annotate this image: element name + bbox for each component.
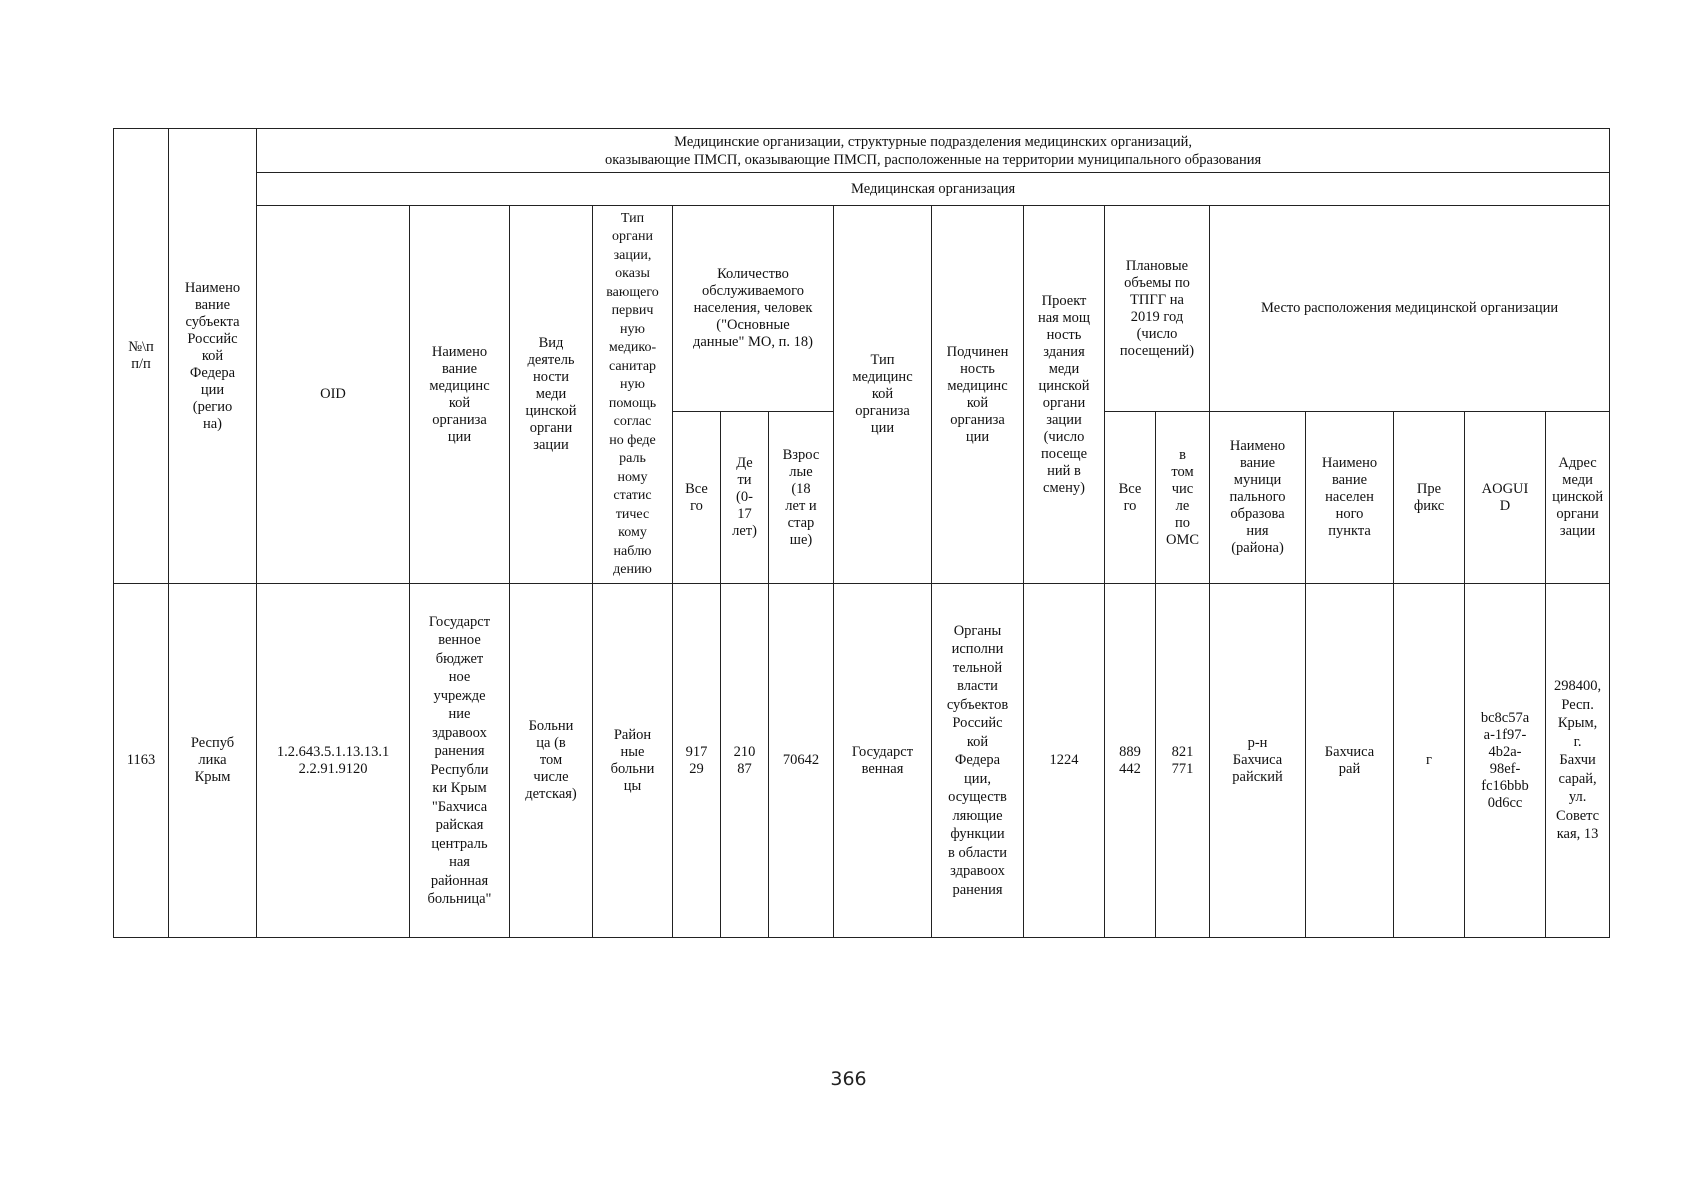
header-aoguid: AOGUI D [1465, 412, 1546, 584]
cell-planned-total: 889 442 [1105, 584, 1156, 938]
header-address: Адрес меди цинской органи зации [1546, 412, 1610, 584]
cell-org-name: Государст венное бюджет ное учрежде ние здравоох ранения Республи ки Крым "Бахчиса райская централь ная районная больница" [410, 584, 510, 938]
header-pop-total: Все го [673, 412, 721, 584]
registry-table [113, 128, 1610, 938]
header-activity: Вид деятель ности меди цинской органи зации [510, 206, 593, 584]
header-population: Количество обслуживаемого населения, человек ("Основные данные" МО, п. 18) [673, 206, 834, 412]
cell-address: 298400, Респ. Крым, г. Бахчи сарай, ул. Советс кая, 13 [1546, 584, 1610, 938]
header-planned: Плановые объемы по ТПГГ на 2019 год (число посещений) [1105, 206, 1210, 412]
header-capacity: Проект ная мощ ность здания меди цинской органи зации (число посеще ний в смену) [1024, 206, 1105, 584]
cell-pop-adults: 70642 [769, 584, 834, 938]
cell-settlement: Бахчиса рай [1306, 584, 1394, 938]
cell-org-type-pmsp: Район ные больни цы [593, 584, 673, 938]
cell-aoguid: bc8c57a a-1f97- 4b2a- 98ef- fc16bbb 0d6cc [1465, 584, 1546, 938]
cell-capacity: 1224 [1024, 584, 1105, 938]
cell-oid: 1.2.643.5.1.13.13.1 2.2.91.9120 [257, 584, 410, 938]
cell-med-org-type: Государст венная [834, 584, 932, 938]
header-org-name: Наимено вание медицинс кой организа ции [410, 206, 510, 584]
header-med-org-type: Тип медицинс кой организа ции [834, 206, 932, 584]
cell-municipality: р-н Бахчиса райский [1210, 584, 1306, 938]
header-settlement: Наимено вание населен ного пункта [1306, 412, 1394, 584]
header-planned-oms: в том чис ле по ОМС [1156, 412, 1210, 584]
cell-activity: Больни ца (в том числе детская) [510, 584, 593, 938]
cell-pop-children: 210 87 [721, 584, 769, 938]
cell-planned-oms: 821 771 [1156, 584, 1210, 938]
cell-subject: Респуб лика Крым [169, 584, 257, 938]
header-subordination: Подчинен ность медицинс кой организа ции [932, 206, 1024, 584]
header-planned-total: Все го [1105, 412, 1156, 584]
table-row [114, 584, 1610, 938]
header-org-group: Медицинская организация [257, 173, 1610, 206]
header-subject: Наимено вание субъекта Российс кой Федера ции (регио на) [169, 129, 257, 584]
page-number: 366 [830, 1068, 867, 1090]
cell-num: 1163 [114, 584, 169, 938]
header-location: Место расположения медицинской организации [1210, 206, 1610, 412]
header-org-type-pmsp: Тип органи зации, оказы вающего первич ную медико- санитар ную помощь соглас но феде раль ному статис тичес кому наблю дению [593, 206, 673, 584]
header-num: №\п п/п [114, 129, 169, 584]
header-oid: OID [257, 206, 410, 584]
cell-pop-total: 917 29 [673, 584, 721, 938]
header-municipality: Наимено вание муници пального образова ния (района) [1210, 412, 1306, 584]
header-top-title: Медицинские организации, структурные подразделения медицинских организаций, оказывающие ПМСП, оказывающие ПМСП, расположенные на территории муниципального образования [257, 129, 1610, 173]
header-pop-children: Де ти (0- 17 лет) [721, 412, 769, 584]
header-prefix: Пре фикс [1394, 412, 1465, 584]
header-pop-adults: Взрос лые (18 лет и стар ше) [769, 412, 834, 584]
cell-subordination: Органы исполни тельной власти субъектов Российс кой Федера ции, осуществ ляющие функции в области здравоох ранения [932, 584, 1024, 938]
cell-prefix: г [1394, 584, 1465, 938]
